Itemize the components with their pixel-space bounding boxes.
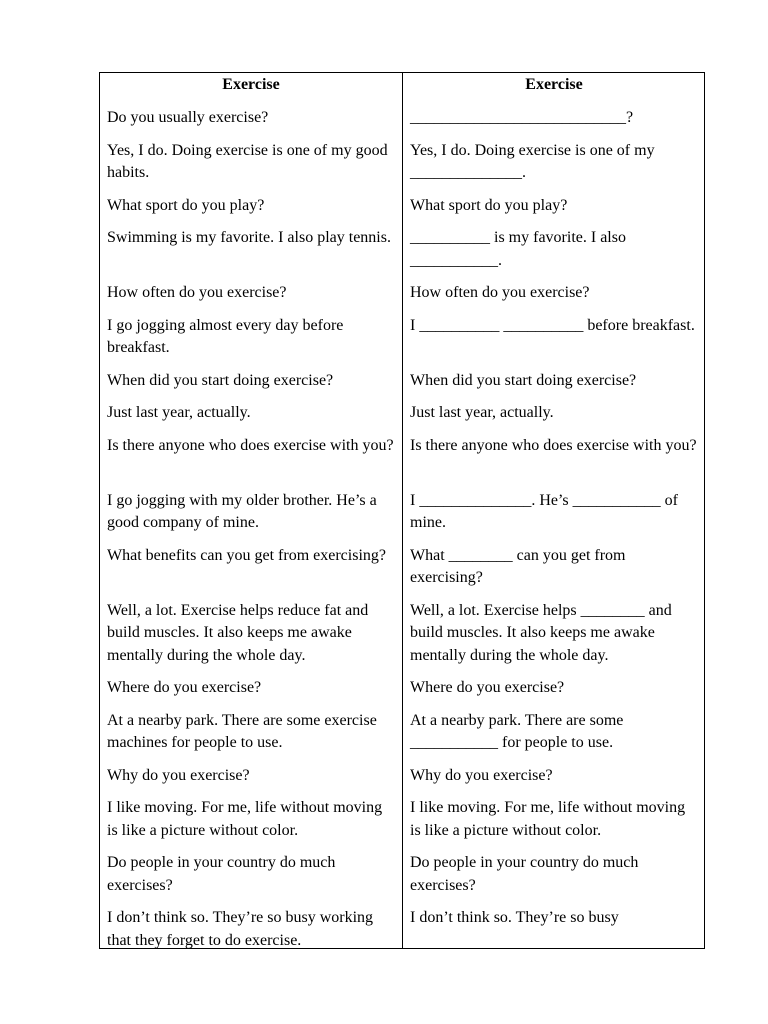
left-row-8: Just last year, actually.	[107, 404, 251, 421]
right-row-7: When did you start doing exercise?	[410, 371, 637, 389]
right-row-8: Just last year, actually.	[410, 404, 554, 421]
left-row-18: I don’t think so. They’re so busy working that they forget to do exercise.	[107, 909, 374, 949]
left-row-17: Do people in your country do much exercises?	[107, 854, 336, 894]
right-column	[403, 73, 705, 948]
left-row-15: Why do you exercise?	[107, 766, 250, 784]
left-row-13: Where do you exercise?	[107, 679, 262, 696]
left-row-14: At a nearby park. There are some exercise machines for people to use.	[107, 711, 377, 751]
left-column-header: Exercise	[222, 76, 280, 93]
right-row-17: Do people in your country do much exercises?	[410, 854, 639, 894]
right-row-12: Well, a lot. Exercise helps ________ and build muscles. It also keeps me awake mentally during the whole day.	[410, 601, 672, 664]
right-row-14: At a nearby park. There are some ___________ for people to use.	[410, 711, 624, 751]
right-row-18: I don’t think so. They’re so busy	[410, 909, 619, 926]
right-row-4: __________ is my favorite. I also ___________.	[410, 229, 626, 269]
left-row-1: Do you usually exercise?	[107, 109, 269, 126]
left-row-5: How often do you exercise?	[107, 284, 287, 301]
left-column	[100, 73, 403, 948]
right-row-6: I __________ __________ before breakfast.	[410, 316, 695, 334]
left-row-7: When did you start doing exercise?	[107, 371, 334, 389]
right-row-13: Where do you exercise?	[410, 679, 565, 696]
left-row-4: Swimming is my favorite. I also play tennis.	[107, 229, 391, 246]
left-row-11: What benefits can you get from exercising?	[107, 546, 386, 564]
left-row-16: I like moving. For me, life without moving is like a picture without color.	[107, 799, 383, 839]
right-row-15: Why do you exercise?	[410, 766, 553, 784]
left-row-2: Yes, I do. Doing exercise is one of my good habits.	[107, 141, 388, 181]
left-row-3: What sport do you play?	[107, 196, 265, 214]
right-row-2: Yes, I do. Doing exercise is one of my ______________.	[410, 141, 655, 181]
right-row-11: What ________ can you get from exercising?	[410, 546, 626, 586]
right-column-header: Exercise	[525, 76, 583, 93]
right-row-5: How often do you exercise?	[410, 284, 590, 301]
right-row-16: I like moving. For me, life without moving is like a picture without color.	[410, 799, 686, 839]
right-row-1: ___________________________?	[410, 109, 634, 126]
left-row-9: Is there anyone who does exercise with you?	[107, 436, 394, 454]
right-row-3: What sport do you play?	[410, 196, 568, 214]
exercise-worksheet-table	[99, 72, 705, 949]
right-row-10: I ______________. He’s ___________ of mine.	[410, 491, 678, 531]
left-row-6: I go jogging almost every day before breakfast.	[107, 316, 344, 356]
right-row-9: Is there anyone who does exercise with you?	[410, 436, 697, 454]
left-row-12: Well, a lot. Exercise helps reduce fat and build muscles. It also keeps me awake mentally during the whole day.	[107, 601, 369, 664]
left-row-10: I go jogging with my older brother. He’s a good company of mine.	[107, 491, 377, 531]
